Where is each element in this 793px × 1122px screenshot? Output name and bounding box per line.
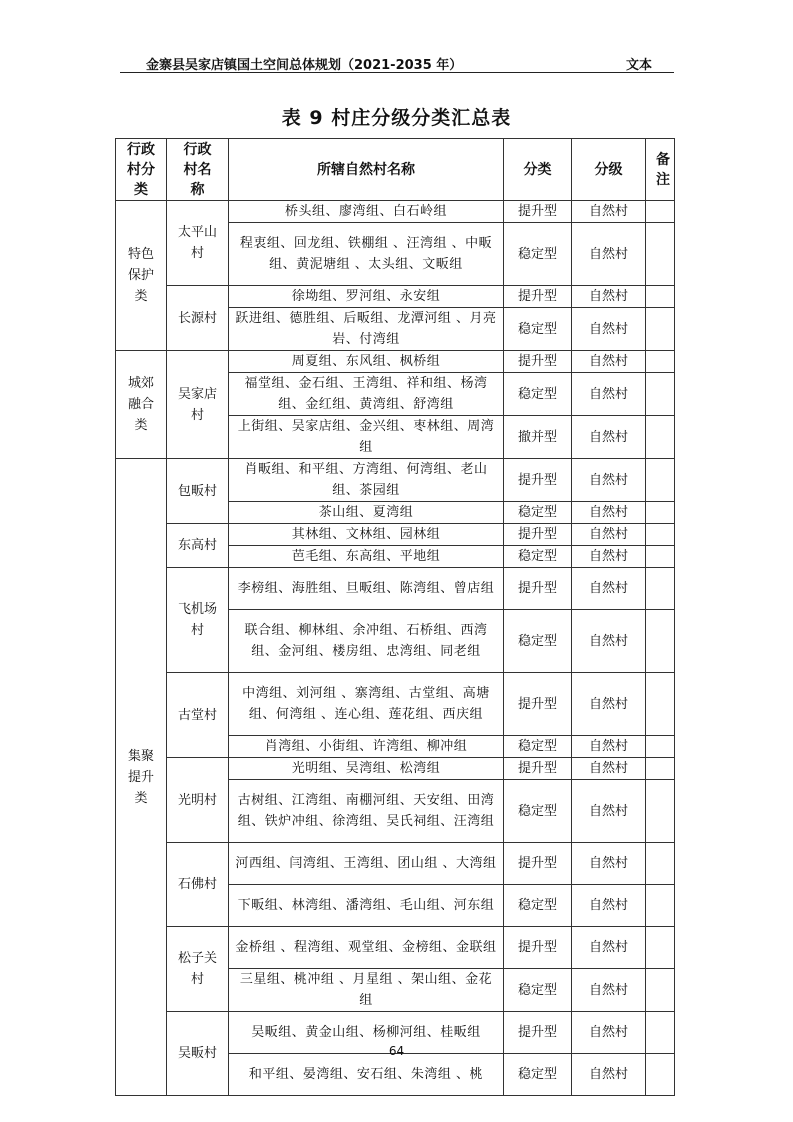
natural-villages-cell: 金桥组 、程湾组、观堂组、金榜组、金联组 bbox=[229, 927, 504, 969]
natural-villages-cell: 河西组、闫湾组、王湾组、团山组 、大湾组 bbox=[229, 843, 504, 885]
column-header-type: 分类 bbox=[504, 139, 572, 201]
grade-cell: 自然村 bbox=[572, 758, 646, 780]
natural-villages-cell: 跃进组、德胜组、后畈组、龙潭河组 、月亮岩、付湾组 bbox=[229, 308, 504, 351]
natural-villages-cell: 肖畈组、和平组、方湾组、何湾组、老山组、茶园组 bbox=[229, 459, 504, 502]
table-title: 表 9 村庄分级分类汇总表 bbox=[281, 107, 512, 129]
grade-cell: 自然村 bbox=[572, 736, 646, 758]
natural-villages-cell: 其林组、文林组、园林组 bbox=[229, 524, 504, 546]
remarks-cell bbox=[646, 568, 675, 610]
natural-villages-cell: 李榜组、海胜组、旦畈组、陈湾组、曾店组 bbox=[229, 568, 504, 610]
type-cell: 稳定型 bbox=[504, 969, 572, 1012]
grade-cell: 自然村 bbox=[572, 843, 646, 885]
type-cell: 提升型 bbox=[504, 351, 572, 373]
remarks-cell bbox=[646, 546, 675, 568]
remarks-cell bbox=[646, 885, 675, 927]
type-cell: 提升型 bbox=[504, 1012, 572, 1054]
grade-cell: 自然村 bbox=[572, 885, 646, 927]
remarks-cell bbox=[646, 223, 675, 286]
type-cell: 提升型 bbox=[504, 927, 572, 969]
remarks-cell bbox=[646, 780, 675, 843]
remarks-cell bbox=[646, 524, 675, 546]
admin-village-cell: 包畈村 bbox=[167, 459, 229, 524]
grade-cell: 自然村 bbox=[572, 1054, 646, 1096]
type-cell: 提升型 bbox=[504, 758, 572, 780]
table-row bbox=[116, 351, 675, 373]
type-cell: 撤并型 bbox=[504, 416, 572, 459]
natural-villages-cell: 联合组、柳林组、余冲组、石桥组、西湾组、金河组、楼房组、忠湾组、同老组 bbox=[229, 610, 504, 673]
natural-villages-cell: 肖湾组、小街组、许湾组、柳冲组 bbox=[229, 736, 504, 758]
remarks-cell bbox=[646, 286, 675, 308]
table-row bbox=[116, 843, 675, 885]
grade-cell: 自然村 bbox=[572, 524, 646, 546]
remarks-cell bbox=[646, 736, 675, 758]
admin-village-cell: 古堂村 bbox=[167, 673, 229, 758]
admin-village-cell: 吴畈村 bbox=[167, 1012, 229, 1096]
remarks-cell bbox=[646, 927, 675, 969]
table-row bbox=[116, 201, 675, 223]
natural-villages-cell: 上街组、吴家店组、金兴组、枣林组、周湾组 bbox=[229, 416, 504, 459]
type-cell: 提升型 bbox=[504, 201, 572, 223]
type-cell: 稳定型 bbox=[504, 780, 572, 843]
table-header-row bbox=[116, 139, 675, 201]
column-header-category: 行政村分类 bbox=[116, 139, 167, 201]
admin-village-cell: 太平山村 bbox=[167, 201, 229, 286]
admin-village-cell: 石佛村 bbox=[167, 843, 229, 927]
column-header-admin-village: 行政村名称 bbox=[167, 139, 229, 201]
page-header bbox=[120, 50, 674, 73]
grade-cell: 自然村 bbox=[572, 459, 646, 502]
table-row bbox=[116, 927, 675, 969]
natural-villages-cell: 福堂组、金石组、王湾组、祥和组、杨湾组、金红组、黄湾组、舒湾组 bbox=[229, 373, 504, 416]
remarks-cell bbox=[646, 351, 675, 373]
header-section-label: 文本 bbox=[625, 58, 652, 73]
type-cell: 稳定型 bbox=[504, 502, 572, 524]
natural-villages-cell: 桥头组、廖湾组、白石岭组 bbox=[229, 201, 504, 223]
table-row bbox=[116, 758, 675, 780]
natural-villages-cell: 芭毛组、东高组、平地组 bbox=[229, 546, 504, 568]
type-cell: 稳定型 bbox=[504, 223, 572, 286]
column-header-natural-villages: 所辖自然村名称 bbox=[229, 139, 504, 201]
remarks-cell bbox=[646, 201, 675, 223]
grade-cell: 自然村 bbox=[572, 673, 646, 736]
grade-cell: 自然村 bbox=[572, 927, 646, 969]
type-cell: 稳定型 bbox=[504, 885, 572, 927]
natural-villages-cell: 吴畈组、黄金山组、杨柳河组、桂畈组 bbox=[229, 1012, 504, 1054]
category-cell: 特色保护类 bbox=[116, 201, 167, 351]
remarks-cell bbox=[646, 308, 675, 351]
type-cell: 提升型 bbox=[504, 843, 572, 885]
natural-villages-cell: 周夏组、东风组、枫桥组 bbox=[229, 351, 504, 373]
grade-cell: 自然村 bbox=[572, 201, 646, 223]
grade-cell: 自然村 bbox=[572, 780, 646, 843]
grade-cell: 自然村 bbox=[572, 286, 646, 308]
admin-village-cell: 东高村 bbox=[167, 524, 229, 568]
category-cell: 集聚提升类 bbox=[116, 459, 167, 1096]
type-cell: 提升型 bbox=[504, 286, 572, 308]
natural-villages-cell: 茶山组、夏湾组 bbox=[229, 502, 504, 524]
remarks-cell bbox=[646, 843, 675, 885]
type-cell: 提升型 bbox=[504, 524, 572, 546]
remarks-cell bbox=[646, 416, 675, 459]
grade-cell: 自然村 bbox=[572, 1012, 646, 1054]
remarks-cell bbox=[646, 502, 675, 524]
grade-cell: 自然村 bbox=[572, 308, 646, 351]
type-cell: 提升型 bbox=[504, 673, 572, 736]
table-row bbox=[116, 524, 675, 546]
admin-village-cell: 长源村 bbox=[167, 286, 229, 351]
natural-villages-cell: 程衷组、回龙组、铁棚组 、汪湾组 、中畈组、黄泥塘组 、太头组、文畈组 bbox=[229, 223, 504, 286]
admin-village-cell: 吴家店村 bbox=[167, 351, 229, 459]
grade-cell: 自然村 bbox=[572, 502, 646, 524]
page-number: 64 bbox=[388, 1044, 405, 1058]
grade-cell: 自然村 bbox=[572, 351, 646, 373]
admin-village-cell: 松子关村 bbox=[167, 927, 229, 1012]
type-cell: 提升型 bbox=[504, 459, 572, 502]
table-row bbox=[116, 673, 675, 736]
admin-village-cell: 光明村 bbox=[167, 758, 229, 843]
type-cell: 稳定型 bbox=[504, 736, 572, 758]
natural-villages-cell: 中湾组、刘河组 、寨湾组、古堂组、高塘组、何湾组 、连心组、莲花组、西庆组 bbox=[229, 673, 504, 736]
document-title: 金寨县吴家店镇国土空间总体规划（2021-2035 年） bbox=[146, 58, 463, 73]
table-body bbox=[116, 201, 675, 1096]
remarks-cell bbox=[646, 758, 675, 780]
column-header-remarks: 备注 bbox=[646, 139, 675, 201]
category-cell: 城郊融合类 bbox=[116, 351, 167, 459]
type-cell: 稳定型 bbox=[504, 546, 572, 568]
type-cell: 稳定型 bbox=[504, 1054, 572, 1096]
remarks-cell bbox=[646, 969, 675, 1012]
column-header-grade: 分级 bbox=[572, 139, 646, 201]
grade-cell: 自然村 bbox=[572, 546, 646, 568]
remarks-cell bbox=[646, 1054, 675, 1096]
village-classification-table bbox=[115, 138, 675, 1096]
type-cell: 稳定型 bbox=[504, 610, 572, 673]
natural-villages-cell: 古树组、江湾组、南棚河组、天安组、田湾组、铁炉冲组、徐湾组、吴氏祠组、汪湾组 bbox=[229, 780, 504, 843]
natural-villages-cell: 三星组、桃冲组 、月星组 、架山组、金花组 bbox=[229, 969, 504, 1012]
grade-cell: 自然村 bbox=[572, 373, 646, 416]
type-cell: 稳定型 bbox=[504, 308, 572, 351]
remarks-cell bbox=[646, 459, 675, 502]
grade-cell: 自然村 bbox=[572, 568, 646, 610]
type-cell: 提升型 bbox=[504, 568, 572, 610]
table-row bbox=[116, 568, 675, 610]
type-cell: 稳定型 bbox=[504, 373, 572, 416]
remarks-cell bbox=[646, 610, 675, 673]
remarks-cell bbox=[646, 373, 675, 416]
grade-cell: 自然村 bbox=[572, 223, 646, 286]
grade-cell: 自然村 bbox=[572, 610, 646, 673]
table-row bbox=[116, 286, 675, 308]
grade-cell: 自然村 bbox=[572, 969, 646, 1012]
natural-villages-cell: 光明组、吴湾组、松湾组 bbox=[229, 758, 504, 780]
remarks-cell bbox=[646, 673, 675, 736]
natural-villages-cell: 徐坳组、罗河组、永安组 bbox=[229, 286, 504, 308]
natural-villages-cell: 和平组、晏湾组、安石组、朱湾组 、桃 bbox=[229, 1054, 504, 1096]
table-row bbox=[116, 459, 675, 502]
natural-villages-cell: 下畈组、林湾组、潘湾组、毛山组、河东组 bbox=[229, 885, 504, 927]
admin-village-cell: 飞机场村 bbox=[167, 568, 229, 673]
grade-cell: 自然村 bbox=[572, 416, 646, 459]
